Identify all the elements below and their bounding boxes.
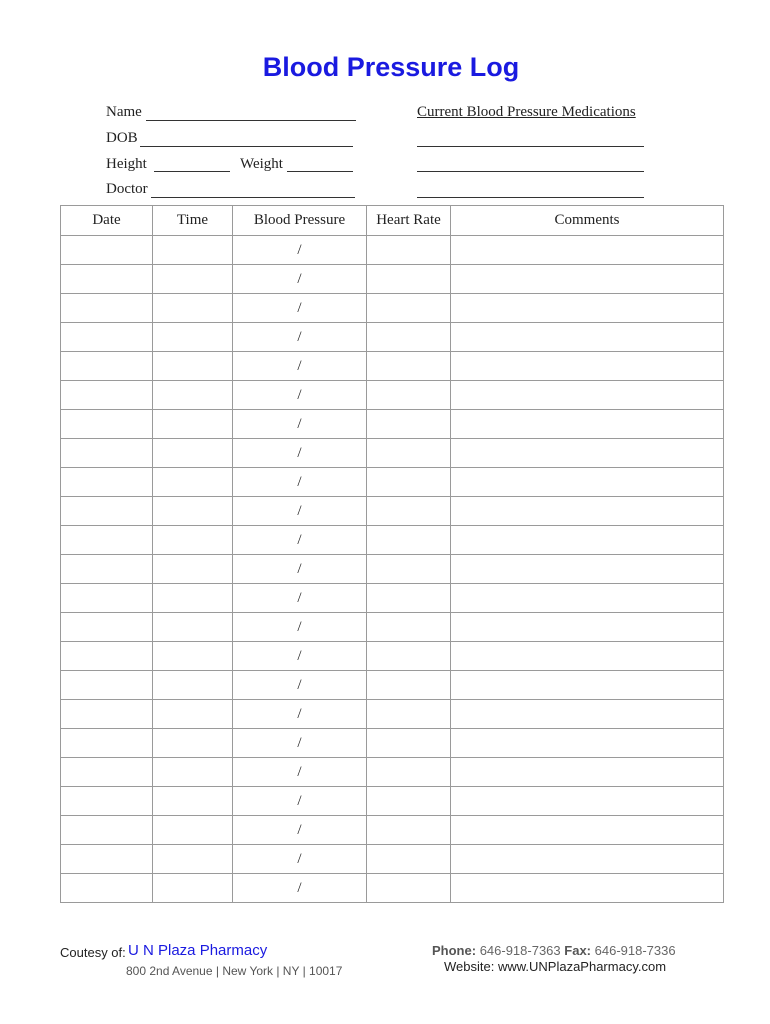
date-cell[interactable] — [61, 671, 153, 700]
date-cell[interactable] — [61, 410, 153, 439]
heart-rate-cell[interactable] — [367, 439, 451, 468]
date-cell[interactable] — [61, 700, 153, 729]
time-cell[interactable] — [153, 700, 233, 729]
blood-pressure-cell[interactable] — [233, 265, 367, 294]
time-cell[interactable] — [153, 352, 233, 381]
table-row — [61, 729, 724, 758]
pharmacy-name: U N Plaza Pharmacy — [128, 942, 268, 959]
phone-number: 646-918-7363 — [479, 943, 561, 958]
date-cell[interactable] — [61, 555, 153, 584]
comments-cell[interactable] — [451, 700, 724, 729]
comments-cell[interactable] — [451, 352, 724, 381]
blood-pressure-cell[interactable] — [233, 381, 367, 410]
heart-rate-cell[interactable] — [367, 758, 451, 787]
heart-rate-cell[interactable] — [367, 381, 451, 410]
time-cell[interactable] — [153, 497, 233, 526]
comments-cell[interactable] — [451, 468, 724, 497]
time-cell[interactable] — [153, 555, 233, 584]
header-heart-rate: Heart Rate — [367, 206, 451, 236]
heart-rate-cell[interactable] — [367, 584, 451, 613]
table-row — [61, 294, 724, 323]
blood-pressure-cell[interactable] — [233, 787, 367, 816]
table-row — [61, 323, 724, 352]
blood-pressure-cell[interactable] — [233, 555, 367, 584]
time-cell[interactable] — [153, 874, 233, 903]
fax-number: 646-918-7336 — [594, 943, 676, 958]
date-cell[interactable] — [61, 845, 153, 874]
blood-pressure-cell[interactable] — [233, 845, 367, 874]
comments-cell[interactable] — [451, 323, 724, 352]
time-cell[interactable] — [153, 294, 233, 323]
blood-pressure-cell[interactable] — [233, 816, 367, 845]
table-row — [61, 584, 724, 613]
medications-line-3[interactable] — [417, 197, 644, 198]
blood-pressure-cell[interactable] — [233, 439, 367, 468]
time-cell[interactable] — [153, 758, 233, 787]
table-row — [61, 671, 724, 700]
blood-pressure-cell[interactable] — [233, 729, 367, 758]
date-cell[interactable] — [61, 352, 153, 381]
table-row — [61, 555, 724, 584]
medications-label: Current Blood Pressure Medications — [417, 104, 636, 120]
comments-cell[interactable] — [451, 613, 724, 642]
heart-rate-cell[interactable] — [367, 642, 451, 671]
table-row — [61, 700, 724, 729]
time-cell[interactable] — [153, 468, 233, 497]
heart-rate-cell[interactable] — [367, 845, 451, 874]
header-comments: Comments — [451, 206, 724, 236]
comments-cell[interactable] — [451, 555, 724, 584]
date-cell[interactable] — [61, 468, 153, 497]
bp-separator: / — [297, 589, 302, 606]
date-cell[interactable] — [61, 758, 153, 787]
dob-field-line[interactable] — [140, 146, 353, 147]
heart-rate-cell[interactable] — [367, 787, 451, 816]
bp-separator: / — [297, 299, 302, 316]
weight-label: Weight — [240, 156, 283, 172]
comments-cell[interactable] — [451, 497, 724, 526]
table-row — [61, 526, 724, 555]
name-field-line[interactable] — [146, 120, 356, 121]
bp-separator: / — [297, 763, 302, 780]
bp-separator: / — [297, 879, 302, 896]
blood-pressure-cell[interactable] — [233, 410, 367, 439]
blood-pressure-cell[interactable] — [233, 613, 367, 642]
time-cell[interactable] — [153, 439, 233, 468]
table-row — [61, 845, 724, 874]
time-cell[interactable] — [153, 526, 233, 555]
date-cell[interactable] — [61, 381, 153, 410]
doctor-label: Doctor — [106, 181, 148, 197]
dob-label: DOB — [106, 130, 138, 146]
bp-separator: / — [297, 357, 302, 374]
bp-separator: / — [297, 792, 302, 809]
comments-cell[interactable] — [451, 381, 724, 410]
time-cell[interactable] — [153, 584, 233, 613]
comments-cell[interactable] — [451, 874, 724, 903]
comments-cell[interactable] — [451, 816, 724, 845]
blood-pressure-cell[interactable] — [233, 323, 367, 352]
date-cell[interactable] — [61, 236, 153, 265]
time-cell[interactable] — [153, 845, 233, 874]
bp-separator: / — [297, 734, 302, 751]
bp-separator: / — [297, 328, 302, 345]
heart-rate-cell[interactable] — [367, 874, 451, 903]
table-row — [61, 787, 724, 816]
table-row — [61, 468, 724, 497]
blood-pressure-cell[interactable] — [233, 236, 367, 265]
comments-cell[interactable] — [451, 642, 724, 671]
heart-rate-cell[interactable] — [367, 410, 451, 439]
table-row — [61, 497, 724, 526]
website-link[interactable]: Website: www.UNPlazaPharmacy.com — [444, 959, 667, 974]
heart-rate-cell[interactable] — [367, 613, 451, 642]
heart-rate-cell[interactable] — [367, 294, 451, 323]
table-row — [61, 352, 724, 381]
name-label: Name — [106, 104, 142, 120]
date-cell[interactable] — [61, 323, 153, 352]
blood-pressure-cell[interactable] — [233, 758, 367, 787]
bp-separator: / — [297, 241, 302, 258]
blood-pressure-cell[interactable] — [233, 526, 367, 555]
date-cell[interactable] — [61, 729, 153, 758]
date-cell[interactable] — [61, 816, 153, 845]
table-row — [61, 439, 724, 468]
comments-cell[interactable] — [451, 439, 724, 468]
medications-line-2[interactable] — [417, 171, 644, 172]
table-row — [61, 410, 724, 439]
date-cell[interactable] — [61, 584, 153, 613]
time-cell[interactable] — [153, 671, 233, 700]
comments-cell[interactable] — [451, 236, 724, 265]
table-row — [61, 816, 724, 845]
table-row — [61, 381, 724, 410]
height-label: Height — [106, 156, 147, 172]
header-blood-pressure: Blood Pressure — [233, 206, 367, 236]
bp-separator: / — [297, 444, 302, 461]
date-cell[interactable] — [61, 294, 153, 323]
heart-rate-cell[interactable] — [367, 700, 451, 729]
phone-label: Phone: — [432, 943, 477, 958]
heart-rate-cell[interactable] — [367, 236, 451, 265]
heart-rate-cell[interactable] — [367, 526, 451, 555]
weight-field-line[interactable] — [287, 171, 353, 172]
bp-separator: / — [297, 705, 302, 722]
comments-cell[interactable] — [451, 526, 724, 555]
time-cell[interactable] — [153, 381, 233, 410]
heart-rate-cell[interactable] — [367, 555, 451, 584]
page-title: Blood Pressure Log — [262, 52, 520, 82]
date-cell[interactable] — [61, 526, 153, 555]
height-field-line[interactable] — [154, 171, 230, 172]
bp-separator: / — [297, 270, 302, 287]
blood-pressure-cell[interactable] — [233, 671, 367, 700]
comments-cell[interactable] — [451, 584, 724, 613]
bp-separator: / — [297, 821, 302, 838]
bp-separator: / — [297, 473, 302, 490]
time-cell[interactable] — [153, 729, 233, 758]
header-time: Time — [153, 206, 233, 236]
contact-info — [432, 943, 676, 958]
blood-pressure-log-table — [60, 205, 724, 903]
bp-separator: / — [297, 618, 302, 635]
date-cell[interactable] — [61, 787, 153, 816]
heart-rate-cell[interactable] — [367, 729, 451, 758]
pharmacy-address: 800 2nd Avenue | New York | NY | 10017 — [126, 964, 343, 978]
heart-rate-cell[interactable] — [367, 468, 451, 497]
courtesy-label: Coutesy of: — [60, 945, 126, 960]
bp-separator: / — [297, 560, 302, 577]
date-cell[interactable] — [61, 439, 153, 468]
bp-separator: / — [297, 531, 302, 548]
time-cell[interactable] — [153, 323, 233, 352]
bp-separator: / — [297, 647, 302, 664]
bp-separator: / — [297, 386, 302, 403]
comments-cell[interactable] — [451, 410, 724, 439]
blood-pressure-cell[interactable] — [233, 468, 367, 497]
heart-rate-cell[interactable] — [367, 671, 451, 700]
comments-cell[interactable] — [451, 758, 724, 787]
comments-cell[interactable] — [451, 787, 724, 816]
date-cell[interactable] — [61, 265, 153, 294]
table-body — [61, 236, 724, 903]
blood-pressure-cell[interactable] — [233, 584, 367, 613]
table-row — [61, 642, 724, 671]
heart-rate-cell[interactable] — [367, 816, 451, 845]
bp-separator: / — [297, 676, 302, 693]
time-cell[interactable] — [153, 236, 233, 265]
table-row — [61, 236, 724, 265]
blood-pressure-cell[interactable] — [233, 497, 367, 526]
bp-separator: / — [297, 502, 302, 519]
time-cell[interactable] — [153, 787, 233, 816]
comments-cell[interactable] — [451, 729, 724, 758]
heart-rate-cell[interactable] — [367, 265, 451, 294]
time-cell[interactable] — [153, 410, 233, 439]
date-cell[interactable] — [61, 613, 153, 642]
blood-pressure-cell[interactable] — [233, 874, 367, 903]
table-row — [61, 758, 724, 787]
time-cell[interactable] — [153, 265, 233, 294]
heart-rate-cell[interactable] — [367, 497, 451, 526]
comments-cell[interactable] — [451, 845, 724, 874]
blood-pressure-cell[interactable] — [233, 294, 367, 323]
comments-cell[interactable] — [451, 265, 724, 294]
bp-separator: / — [297, 415, 302, 432]
table-row — [61, 265, 724, 294]
fax-label: Fax: — [564, 943, 592, 958]
heart-rate-cell[interactable] — [367, 323, 451, 352]
time-cell[interactable] — [153, 642, 233, 671]
table-header-row — [61, 206, 724, 236]
heart-rate-cell[interactable] — [367, 352, 451, 381]
comments-cell[interactable] — [451, 294, 724, 323]
bp-separator: / — [297, 850, 302, 867]
blood-pressure-cell[interactable] — [233, 700, 367, 729]
date-cell[interactable] — [61, 497, 153, 526]
time-cell[interactable] — [153, 613, 233, 642]
comments-cell[interactable] — [451, 671, 724, 700]
date-cell[interactable] — [61, 642, 153, 671]
blood-pressure-cell[interactable] — [233, 642, 367, 671]
medications-line-1[interactable] — [417, 146, 644, 147]
time-cell[interactable] — [153, 816, 233, 845]
table-row — [61, 874, 724, 903]
table-row — [61, 613, 724, 642]
doctor-field-line[interactable] — [151, 197, 355, 198]
header-date: Date — [61, 206, 153, 236]
blood-pressure-cell[interactable] — [233, 352, 367, 381]
date-cell[interactable] — [61, 874, 153, 903]
